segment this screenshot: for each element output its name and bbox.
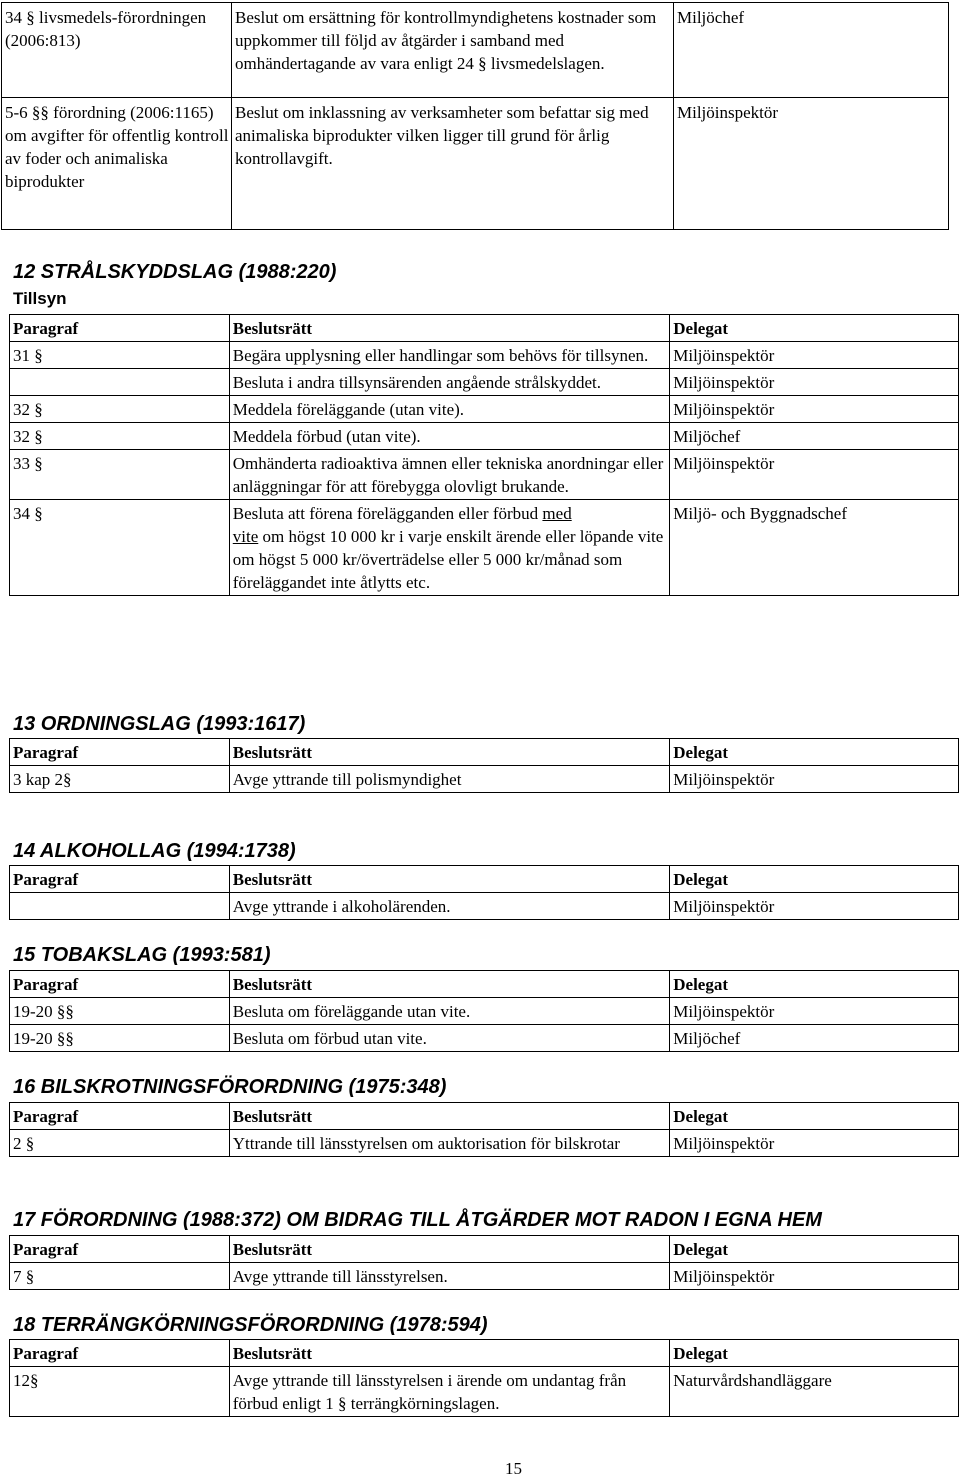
header-paragraf: Paragraf xyxy=(10,1340,230,1367)
beslutsratt-cell: Avge yttrande till polismyndighet xyxy=(229,766,670,793)
ref-cell: 34 § livsmedels-förordningen (2006:813) xyxy=(2,3,232,98)
beslutsratt-cell: Begära upplysning eller handlingar som behövs för tillsynen. xyxy=(229,342,669,369)
table-row xyxy=(2,3,949,98)
header-beslutsratt: Beslutsrätt xyxy=(229,315,669,342)
header-delegat: Delegat xyxy=(670,1340,959,1367)
beslutsratt-cell: Besluta om föreläggande utan vite. xyxy=(229,998,669,1025)
beslutsratt-cell: Meddela förbud (utan vite). xyxy=(229,423,669,450)
table-row xyxy=(10,766,959,793)
table-s15 xyxy=(9,970,959,1052)
table-s18 xyxy=(9,1339,959,1417)
table-header-row xyxy=(10,1340,959,1367)
paragraf-cell: 32 § xyxy=(10,423,230,450)
paragraf-cell xyxy=(10,893,230,920)
beslutsratt-cell: Meddela föreläggande (utan vite). xyxy=(229,396,669,423)
section-title-15: 15 TOBAKSLAG (1993:581) xyxy=(13,944,271,966)
section-title-13: 13 ORDNINGSLAG (1993:1617) xyxy=(13,713,306,735)
section-title-17: 17 FÖRORDNING (1988:372) OM BIDRAG TILL ÅTGÄRDER MOT RADON I EGNA HEM xyxy=(13,1209,822,1231)
delegat-cell: Miljöinspektör xyxy=(670,369,959,396)
table-header-row xyxy=(10,1103,959,1130)
beslutsratt-cell xyxy=(229,500,669,596)
paragraf-cell: 12§ xyxy=(10,1367,230,1417)
beslutsratt-cell: Besluta i andra tillsynsärenden angående strålskyddet. xyxy=(229,369,669,396)
delegat-cell: Miljöinspektör xyxy=(670,1263,959,1290)
beslutsratt-cell: Avge yttrande till länsstyrelsen i ärende om undantag från förbud enligt 1 § terrängkörningslagen. xyxy=(229,1367,669,1417)
table-row xyxy=(10,1025,959,1052)
table-s13 xyxy=(9,738,959,793)
header-delegat: Delegat xyxy=(670,866,959,893)
header-beslutsratt: Beslutsrätt xyxy=(229,866,670,893)
continuation-table xyxy=(1,2,949,230)
header-paragraf: Paragraf xyxy=(10,1236,230,1263)
beslutsratt-cell: Avge yttrande till länsstyrelsen. xyxy=(229,1263,669,1290)
table-row xyxy=(10,450,959,500)
section-title-12: 12 STRÅLSKYDDSLAG (1988:220) xyxy=(13,261,337,283)
header-beslutsratt: Beslutsrätt xyxy=(229,1236,669,1263)
section-title-14: 14 ALKOHOLLAG (1994:1738) xyxy=(13,840,296,862)
underlined-word: vite xyxy=(232,527,259,546)
table-row xyxy=(10,998,959,1025)
table-row xyxy=(10,1367,959,1417)
delegat-cell: Miljöchef xyxy=(670,1025,959,1052)
ref-cell: 5-6 §§ förordning (2006:1165) om avgifter för offentlig kontroll av foder och animaliska biprodukter xyxy=(2,98,232,230)
table-row xyxy=(2,98,949,230)
paragraf-cell xyxy=(10,369,230,396)
paragraf-cell: 7 § xyxy=(10,1263,230,1290)
header-paragraf: Paragraf xyxy=(10,971,230,998)
table-row xyxy=(10,893,959,920)
delegat-cell: Miljöinspektör xyxy=(670,1130,959,1157)
paragraf-cell: 2 § xyxy=(10,1130,230,1157)
page-number: 15 xyxy=(505,1459,522,1478)
paragraf-cell: 32 § xyxy=(10,396,230,423)
text-segment: Besluta att förena förelägganden eller förbud xyxy=(232,504,543,523)
section-title-18: 18 TERRÄNGKÖRNINGSFÖRORDNING (1978:594) xyxy=(13,1314,488,1336)
delegat-cell: Miljöinspektör xyxy=(670,342,959,369)
table-row xyxy=(10,1263,959,1290)
delegate-cell: Miljöinspektör xyxy=(674,98,949,230)
header-delegat: Delegat xyxy=(670,315,959,342)
delegat-cell: Miljöinspektör xyxy=(670,450,959,500)
header-paragraf: Paragraf xyxy=(10,866,230,893)
underlined-word: med xyxy=(542,504,572,523)
table-row xyxy=(10,369,959,396)
paragraf-cell: 34 § xyxy=(10,500,230,596)
header-delegat: Delegat xyxy=(670,971,959,998)
beslutsratt-cell: Avge yttrande i alkoholärenden. xyxy=(229,893,670,920)
table-header-row xyxy=(10,739,959,766)
header-beslutsratt: Beslutsrätt xyxy=(229,1103,669,1130)
delegat-cell: Miljöinspektör xyxy=(670,893,959,920)
decision-cell: Beslut om ersättning för kontrollmyndighetens kostnader som uppkommer till följd av åtgärder i samband med omhändertagande av vara enligt 24 § livsmedelslagen. xyxy=(232,3,674,98)
beslutsratt-cell: Yttrande till länsstyrelsen om auktorisation för bilskrotar xyxy=(229,1130,669,1157)
table-row xyxy=(10,423,959,450)
paragraf-cell: 19-20 §§ xyxy=(10,1025,230,1052)
table-header-row xyxy=(10,866,959,893)
beslutsratt-cell: Besluta om förbud utan vite. xyxy=(229,1025,669,1052)
paragraf-cell: 31 § xyxy=(10,342,230,369)
header-paragraf: Paragraf xyxy=(10,315,230,342)
delegat-cell: Miljö- och Byggnadschef xyxy=(670,500,959,596)
table-row xyxy=(10,500,959,596)
delegat-cell: Miljöchef xyxy=(670,423,959,450)
header-paragraf: Paragraf xyxy=(10,1103,230,1130)
header-delegat: Delegat xyxy=(670,739,959,766)
table-header-row xyxy=(10,971,959,998)
table-s16 xyxy=(9,1102,959,1157)
paragraf-cell: 33 § xyxy=(10,450,230,500)
table-row xyxy=(10,1130,959,1157)
decision-cell: Beslut om inklassning av verksamheter som befattar sig med animaliska biprodukter vilken ligger till grund för årlig kontrollavgift. xyxy=(232,98,674,230)
table-header-row xyxy=(10,1236,959,1263)
table-row xyxy=(10,396,959,423)
paragraf-cell: 19-20 §§ xyxy=(10,998,230,1025)
beslutsratt-cell: Omhänderta radioaktiva ämnen eller tekniska anordningar eller anläggningar för att förebygga olovligt brukande. xyxy=(229,450,669,500)
table-s17 xyxy=(9,1235,959,1290)
table-s14 xyxy=(9,865,959,920)
header-beslutsratt: Beslutsrätt xyxy=(229,1340,669,1367)
header-paragraf: Paragraf xyxy=(10,739,230,766)
section-title-16: 16 BILSKROTNINGSFÖRORDNING (1975:348) xyxy=(13,1076,447,1098)
table-row xyxy=(10,342,959,369)
delegat-cell: Miljöinspektör xyxy=(670,998,959,1025)
delegat-cell: Naturvårdshandläggare xyxy=(670,1367,959,1417)
table-header-row xyxy=(10,315,959,342)
header-beslutsratt: Beslutsrätt xyxy=(229,739,670,766)
section-subtitle-12: Tillsyn xyxy=(13,289,67,308)
delegat-cell: Miljöinspektör xyxy=(670,766,959,793)
delegate-cell: Miljöchef xyxy=(674,3,949,98)
text-segment: om högst 10 000 kr i varje enskilt ärende eller löpande vite om högst 5 000 kr/överträdelse eller 5 000 kr/månad som föreläggandet inte åtlytts etc. xyxy=(232,527,664,592)
header-beslutsratt: Beslutsrätt xyxy=(229,971,669,998)
header-delegat: Delegat xyxy=(670,1103,959,1130)
table-s12 xyxy=(9,314,959,596)
paragraf-cell: 3 kap 2§ xyxy=(10,766,230,793)
header-delegat: Delegat xyxy=(670,1236,959,1263)
delegat-cell: Miljöinspektör xyxy=(670,396,959,423)
